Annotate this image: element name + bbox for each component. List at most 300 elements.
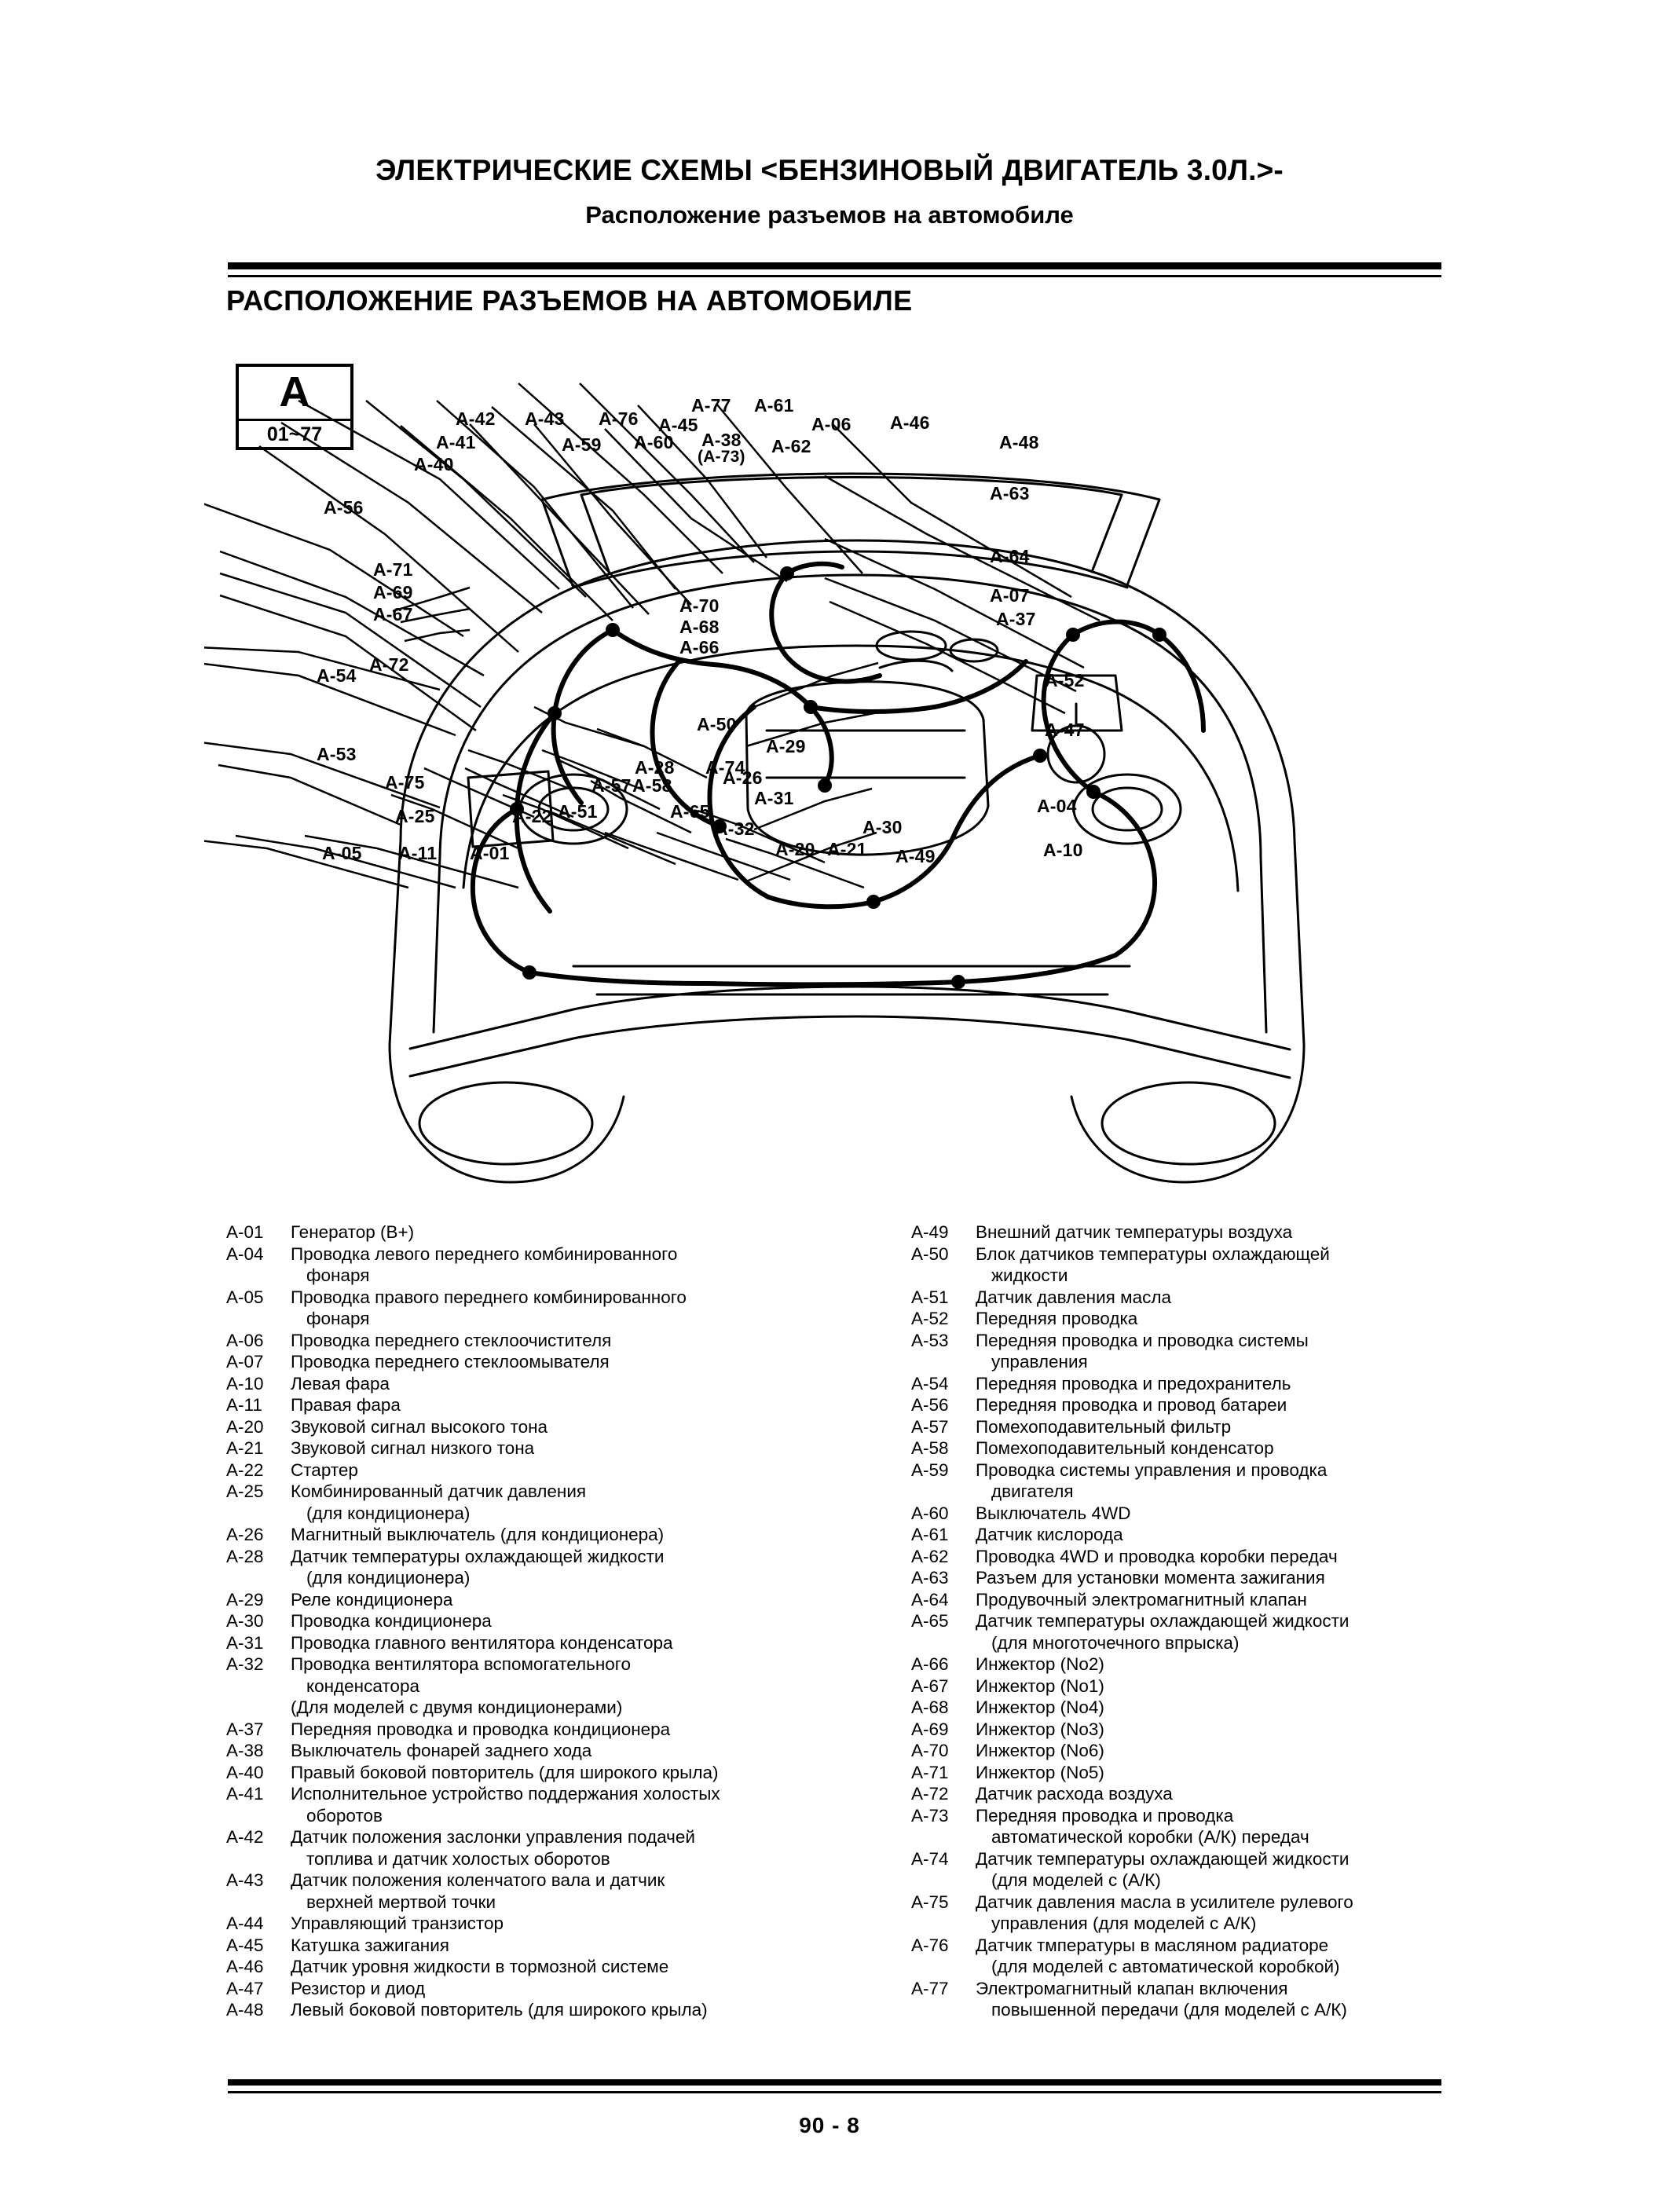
callout-a-42: A-42 — [456, 408, 496, 429]
legend-code: A-48 — [226, 2000, 264, 2020]
legend-text-continuation: повышенной передачи (для моделей с А/К) — [991, 2000, 1347, 2020]
legend-text-line: Проводка 4WD и проводка коробки передач — [976, 1546, 1338, 1566]
callout-a-07: A-07 — [990, 585, 1030, 606]
legend-text — [291, 1437, 925, 1459]
legend-text — [976, 1892, 1602, 1935]
legend-code: A-46 — [226, 1957, 264, 1976]
callout-a-53: A-53 — [317, 744, 357, 764]
legend-text — [976, 1546, 1602, 1568]
legend-code: A-77 — [911, 1978, 949, 1998]
legend-code: A-76 — [911, 1935, 949, 1955]
legend-text-line: Помехоподавительный фильтр — [976, 1416, 1232, 1437]
legend-text — [291, 1373, 925, 1395]
legend-code: A-49 — [911, 1222, 949, 1242]
legend-text-line: Проводка системы управления и проводка — [976, 1459, 1328, 1480]
callout-a-46: A-46 — [890, 412, 930, 433]
legend-text-line: Датчик расхода воздуха — [976, 1784, 1173, 1804]
legend-code: A-54 — [911, 1373, 949, 1393]
divider-bottom-thick — [228, 2079, 1441, 2086]
legend-entry — [911, 1719, 1602, 1741]
legend-text-line: Инжектор (No2) — [976, 1654, 1104, 1674]
legend-entry — [226, 1762, 925, 1784]
legend-code: A-72 — [911, 1784, 949, 1804]
legend-text-line: Инжектор (No3) — [976, 1719, 1104, 1739]
divider-top-thin — [228, 275, 1441, 277]
callout-a-52: A-52 — [1045, 670, 1085, 690]
legend-text — [291, 1546, 925, 1589]
legend-text-continuation: (для моделей с (А/К) — [991, 1870, 1161, 1890]
legend-text-line: Датчик тмпературы в масляном радиаторе — [976, 1935, 1329, 1955]
legend-text-line: Проводка переднего стеклоомывателя — [291, 1352, 610, 1372]
legend-code: A-59 — [911, 1459, 949, 1480]
legend-code: A-75 — [911, 1892, 949, 1912]
legend-entry — [911, 1848, 1602, 1892]
legend-text — [291, 1459, 925, 1481]
legend-text — [291, 1935, 925, 1957]
legend-text — [976, 1675, 1602, 1697]
callout-a-20: A-20 — [775, 839, 815, 859]
legend-text-continuation: верхней мертвой точки — [306, 1892, 496, 1912]
legend-text-line: Продувочный электромагнитный клапан — [976, 1589, 1307, 1610]
legend-text — [291, 1870, 925, 1913]
legend-text — [291, 1351, 925, 1373]
legend-code: A-74 — [911, 1848, 949, 1869]
callout-a-05: A-05 — [322, 843, 362, 863]
legend-entry — [911, 1243, 1602, 1287]
legend-code: A-05 — [226, 1287, 264, 1307]
legend-code: A-47 — [226, 1978, 264, 1998]
legend-text-line: Электромагнитный клапан включения — [976, 1978, 1288, 1998]
callout-a-60: A-60 — [634, 432, 674, 452]
page-title: ЭЛЕКТРИЧЕСКИЕ СХЕМЫ <БЕНЗИНОВЫЙ ДВИГАТЕЛЬ 3.0Л.>- — [375, 154, 1284, 186]
legend-text-continuation: (для кондиционера) — [306, 1503, 471, 1523]
callout-a-72: A-72 — [369, 654, 409, 675]
legend-text-line: Катушка зажигания — [291, 1935, 449, 1955]
legend-text — [976, 1654, 1602, 1675]
callout-a-71: A-71 — [373, 559, 413, 580]
legend-text-line: Помехоподавительный конденсатор — [976, 1438, 1274, 1458]
legend-text-line: Генератор (В+) — [291, 1222, 415, 1242]
legend-code: A-04 — [226, 1243, 264, 1264]
legend-entry — [226, 1589, 925, 1611]
legend-code: A-20 — [226, 1416, 264, 1437]
callout-a-56: A-56 — [324, 497, 364, 518]
legend-entry — [911, 1546, 1602, 1568]
callout-a-66: A-66 — [679, 637, 720, 657]
callout-a-64: A-64 — [990, 546, 1030, 566]
callout-a-73: (A-73) — [698, 448, 745, 466]
callout-a-65: A-65 — [670, 801, 710, 822]
legend-text-line: Передняя проводка — [976, 1309, 1138, 1328]
legend-code: A-51 — [911, 1287, 949, 1307]
legend-text — [976, 1308, 1602, 1330]
legend-text-line: Исполнительное устройство поддержания холостых — [291, 1784, 720, 1804]
callout-a-63: A-63 — [990, 483, 1030, 504]
legend-code: A-21 — [226, 1438, 264, 1458]
legend-text-continuation: автоматической коробки (А/К) передач — [991, 1827, 1309, 1847]
callout-a-74: A-74 — [705, 757, 745, 778]
legend-text-line: Левый боковой повторитель (для широкого крыла) — [291, 2000, 708, 2020]
callout-a-26: A-26 — [723, 767, 763, 788]
legend-left-column — [226, 1221, 925, 2021]
legend-text — [291, 1697, 925, 1719]
legend-text-continuation: (для многоточечного впрыска) — [991, 1632, 1240, 1653]
legend-entry — [226, 1546, 925, 1589]
page-subtitle: Расположение разъемов на автомобиле — [585, 201, 1074, 229]
legend-text-line: Проводка вентилятора вспомогательного — [291, 1654, 632, 1674]
legend-entry — [911, 1654, 1602, 1675]
legend-text-continuation: (для кондиционера) — [306, 1568, 471, 1588]
legend-entry — [226, 1524, 925, 1546]
legend-text — [976, 1524, 1602, 1546]
legend-text — [291, 1913, 925, 1935]
legend-text-continuation: фонаря — [306, 1309, 370, 1328]
legend-text — [976, 1373, 1602, 1395]
legend-code: A-69 — [911, 1719, 949, 1739]
legend-text — [976, 1762, 1602, 1784]
legend-entry — [911, 1221, 1602, 1243]
legend-text — [291, 1481, 925, 1524]
callout-a-32: A-32 — [715, 819, 755, 839]
callout-a-28: A-28 — [635, 757, 675, 778]
legend-text — [291, 1632, 925, 1654]
legend-text-line: Датчик температуры охлаждающей жидкости — [976, 1611, 1350, 1631]
legend-code: A-60 — [911, 1503, 949, 1523]
legend-text — [291, 1719, 925, 1741]
callout-a-45: A-45 — [658, 415, 698, 435]
legend-text — [291, 1740, 925, 1762]
badge-letter: A — [279, 368, 310, 416]
callout-a-41: A-41 — [436, 432, 476, 452]
legend-entry — [226, 1935, 925, 1957]
legend-entry — [911, 1805, 1602, 1848]
badge-range: 01~77 — [239, 419, 350, 446]
legend-entry — [911, 1935, 1602, 1978]
callout-a-30: A-30 — [862, 817, 903, 837]
legend-code: A-56 — [911, 1395, 949, 1415]
legend-text — [976, 1437, 1602, 1459]
legend-text — [976, 1503, 1602, 1525]
legend-entry — [911, 1308, 1602, 1330]
legend-text — [976, 1719, 1602, 1741]
legend-code: A-62 — [911, 1546, 949, 1566]
legend-text — [291, 1610, 925, 1632]
legend-code — [226, 1697, 291, 1719]
legend-text-line: Датчик кислорода — [976, 1525, 1123, 1544]
callout-a-69: A-69 — [373, 582, 413, 602]
legend-text-line: Проводка переднего стеклоочистителя — [291, 1330, 612, 1350]
legend-text-line: Датчик давления масла — [976, 1287, 1171, 1307]
legend-code: A-42 — [226, 1827, 264, 1847]
callout-a-43: A-43 — [525, 408, 565, 429]
legend-entry — [911, 1287, 1602, 1309]
legend-text-line: Проводка левого переднего комбинированного — [291, 1243, 678, 1264]
legend-code: A-70 — [911, 1741, 949, 1760]
legend-text — [976, 1978, 1602, 2021]
legend-code: A-66 — [911, 1654, 949, 1674]
legend-text — [976, 1330, 1602, 1373]
legend-entry — [226, 1826, 925, 1870]
legend-text-line: Датчик температуры охлаждающей жидкости — [291, 1546, 665, 1566]
legend-text-line: Комбинированный датчик давления — [291, 1481, 587, 1501]
legend-entry — [226, 1632, 925, 1654]
legend-text-line: Выключатель 4WD — [976, 1503, 1131, 1523]
legend-code: A-41 — [226, 1784, 264, 1804]
legend-entry — [911, 1762, 1602, 1784]
callout-a-77: A-77 — [691, 395, 731, 416]
legend-code: A-53 — [911, 1330, 949, 1350]
legend-text — [976, 1221, 1602, 1243]
callout-a-62: A-62 — [771, 436, 811, 456]
legend-entry — [226, 1719, 925, 1741]
callout-a-47: A-47 — [1045, 720, 1085, 740]
legend-code: A-10 — [226, 1373, 264, 1393]
legend-code: A-50 — [911, 1243, 949, 1264]
legend-code: A-45 — [226, 1935, 264, 1955]
callout-a-48: A-48 — [999, 432, 1039, 452]
callout-a-54: A-54 — [317, 665, 357, 686]
legend-text — [976, 1589, 1602, 1611]
divider-top-thick — [228, 262, 1441, 269]
legend-code: A-44 — [226, 1914, 264, 1933]
legend-text — [291, 1243, 925, 1287]
legend-text-line: Управляющий транзистор — [291, 1914, 504, 1933]
legend-entry — [226, 1956, 925, 1978]
legend-text-continuation: (для моделей с автоматической коробкой) — [991, 1957, 1340, 1976]
legend-entry — [226, 1978, 925, 2000]
legend-code: A-57 — [911, 1416, 949, 1437]
legend-entry — [226, 1416, 925, 1438]
legend-entry — [226, 1459, 925, 1481]
callout-a-49: A-49 — [895, 846, 936, 866]
legend-entry — [226, 1287, 925, 1330]
legend-text-line: Разъем для установки момента зажигания — [976, 1568, 1325, 1588]
legend-entry — [911, 1567, 1602, 1589]
legend-text-line: Датчик температуры охлаждающей жидкости — [976, 1848, 1350, 1869]
legend-entry — [911, 1330, 1602, 1373]
legend-text-line: Инжектор (No6) — [976, 1741, 1104, 1760]
callout-a-22: A-22 — [512, 806, 552, 826]
legend-text-line: Левая фара — [291, 1373, 390, 1393]
legend-code: A-65 — [911, 1611, 949, 1631]
legend-text-line: Передняя проводка и проводка кондиционера — [291, 1719, 671, 1739]
legend-entry — [226, 1330, 925, 1352]
legend-code: A-52 — [911, 1309, 949, 1328]
legend-text — [291, 1978, 925, 2000]
legend-text-line: Инжектор (No5) — [976, 1762, 1104, 1782]
callout-a-38: A-38 — [701, 430, 742, 450]
legend-text-line: Передняя проводка и проводка — [976, 1805, 1234, 1826]
legend-text — [976, 1740, 1602, 1762]
callout-a-11: A-11 — [398, 843, 438, 863]
legend-entry — [226, 1654, 925, 1697]
legend-text-line: Проводка главного вентилятора конденсатора — [291, 1632, 673, 1653]
legend-text — [291, 1221, 925, 1243]
legend-text-line: Внешний датчик температуры воздуха — [976, 1222, 1293, 1242]
callout-a-40: A-40 — [414, 454, 454, 474]
callout-a-29: A-29 — [766, 736, 806, 756]
callout-a-06: A-06 — [811, 414, 851, 434]
legend-code: A-43 — [226, 1870, 264, 1890]
legend-entry — [226, 1870, 925, 1913]
legend-entry — [911, 1524, 1602, 1546]
legend-entry — [911, 1783, 1602, 1805]
legend-entry — [226, 1783, 925, 1826]
legend-code: A-71 — [911, 1762, 949, 1782]
legend-text — [291, 1416, 925, 1438]
legend-code: A-26 — [226, 1525, 264, 1544]
callout-a-58: A-58 — [632, 775, 672, 796]
legend-code: A-06 — [226, 1330, 264, 1350]
legend-entry — [911, 1373, 1602, 1395]
legend-code: A-32 — [226, 1654, 264, 1674]
legend-code: A-30 — [226, 1611, 264, 1631]
legend-code: A-63 — [911, 1568, 949, 1588]
callout-a-25: A-25 — [395, 806, 435, 826]
callout-a-61: A-61 — [754, 395, 794, 416]
legend-entry — [911, 1394, 1602, 1416]
legend-text-continuation: фонаря — [306, 1265, 370, 1285]
legend-text — [291, 1524, 925, 1546]
legend-text-line: Инжектор (No1) — [976, 1675, 1104, 1696]
legend-code: A-58 — [911, 1438, 949, 1458]
legend-code: A-11 — [226, 1395, 262, 1415]
legend-right-column — [911, 1221, 1602, 2021]
legend-entry — [911, 1610, 1602, 1654]
legend-text-line: Звуковой сигнал высокого тона — [291, 1416, 548, 1437]
legend-code: A-64 — [911, 1589, 949, 1610]
legend-entry — [226, 1394, 925, 1416]
legend-text-line: Выключатель фонарей заднего хода — [291, 1741, 592, 1760]
legend-text-continuation: топлива и датчик холостых оборотов — [306, 1848, 610, 1869]
legend-text-line: Датчик уровня жидкости в тормозной системе — [291, 1957, 669, 1976]
legend-text-line: Датчик положения заслонки управления подачей — [291, 1827, 695, 1847]
legend-entry — [911, 1697, 1602, 1719]
legend-text — [976, 1783, 1602, 1805]
legend-text — [291, 1589, 925, 1611]
legend-entry — [911, 1589, 1602, 1611]
callout-a-50: A-50 — [697, 714, 737, 734]
legend-text-line: (Для моделей с двумя кондиционерами) — [291, 1697, 623, 1717]
legend-text-line: Правый боковой повторитель (для широкого крыла) — [291, 1762, 719, 1782]
legend-text — [291, 1394, 925, 1416]
page-number: 90 - 8 — [799, 2113, 860, 2137]
legend-entry — [911, 1740, 1602, 1762]
legend-code: A-01 — [226, 1222, 264, 1242]
legend-text — [976, 1935, 1602, 1978]
legend-text — [976, 1287, 1602, 1309]
callout-a-51: A-51 — [558, 801, 598, 822]
legend-entry — [226, 1437, 925, 1459]
legend-entry — [911, 1503, 1602, 1525]
legend-text — [976, 1848, 1602, 1892]
legend-text — [976, 1243, 1602, 1287]
legend-code: A-22 — [226, 1459, 264, 1480]
legend-text — [976, 1394, 1602, 1416]
legend-entry — [226, 1351, 925, 1373]
legend-text-line: Проводка кондиционера — [291, 1611, 492, 1631]
legend-text-continuation: управления (для моделей с А/К) — [991, 1914, 1257, 1933]
legend-text-line: Передняя проводка и проводка системы — [976, 1330, 1309, 1350]
legend-text — [291, 1287, 925, 1330]
legend-code: A-37 — [226, 1719, 264, 1739]
legend-text — [291, 1999, 925, 2021]
legend-entry — [226, 1373, 925, 1395]
legend-text — [291, 1956, 925, 1978]
legend-text-continuation: конденсатора — [306, 1675, 419, 1696]
legend-text-continuation: оборотов — [306, 1805, 383, 1826]
legend-entry — [226, 1697, 925, 1719]
legend-text — [291, 1330, 925, 1352]
callout-a-37: A-37 — [996, 609, 1036, 629]
legend-entry — [911, 1978, 1602, 2021]
legend-code: A-68 — [911, 1697, 949, 1717]
legend-text — [976, 1805, 1602, 1848]
legend-text-continuation: жидкости — [991, 1265, 1068, 1285]
callout-a-21: A-21 — [827, 839, 867, 859]
legend-code: A-07 — [226, 1352, 264, 1372]
legend-entry — [911, 1437, 1602, 1459]
divider-bottom-thin — [228, 2091, 1441, 2093]
legend-code: A-25 — [226, 1481, 264, 1501]
legend-text-line: Стартер — [291, 1459, 358, 1480]
callout-a-75: A-75 — [385, 772, 425, 793]
legend-text-line: Звуковой сигнал низкого тона — [291, 1438, 535, 1458]
legend-text — [291, 1826, 925, 1870]
legend-text-line: Передняя проводка и провод батареи — [976, 1395, 1287, 1415]
callout-a-10: A-10 — [1043, 840, 1083, 860]
legend-code: A-31 — [226, 1632, 264, 1653]
legend-code: A-29 — [226, 1589, 264, 1610]
legend-text-line: Инжектор (No4) — [976, 1697, 1104, 1717]
legend-entry — [226, 1913, 925, 1935]
legend-entry — [911, 1459, 1602, 1503]
legend-entry — [226, 1481, 925, 1524]
legend-entry — [226, 1999, 925, 2021]
legend-entry — [226, 1610, 925, 1632]
legend-text-continuation: управления — [991, 1352, 1088, 1372]
legend-text — [976, 1567, 1602, 1589]
callout-a-70: A-70 — [679, 595, 720, 616]
legend-code: A-40 — [226, 1762, 264, 1782]
legend-code: A-28 — [226, 1546, 264, 1566]
callout-a-01: A-01 — [470, 843, 510, 863]
legend-text — [291, 1762, 925, 1784]
legend-code: A-38 — [226, 1741, 264, 1760]
legend-text — [291, 1783, 925, 1826]
legend-entry — [226, 1243, 925, 1287]
legend-entry — [911, 1892, 1602, 1935]
legend-entry — [226, 1740, 925, 1762]
legend-text-line: Правая фара — [291, 1395, 401, 1415]
legend-text-line: Датчик положения коленчатого вала и датчик — [291, 1870, 665, 1890]
legend-code: A-67 — [911, 1675, 949, 1696]
legend-text — [976, 1610, 1602, 1654]
legend-code: A-73 — [911, 1805, 949, 1826]
legend-entry — [911, 1675, 1602, 1697]
callout-a-31: A-31 — [754, 788, 794, 808]
callout-a-76: A-76 — [599, 408, 639, 429]
section-title: РАСПОЛОЖЕНИЕ РАЗЪЕМОВ НА АВТОМОБИЛЕ — [226, 284, 913, 317]
legend-text-continuation: двигателя — [991, 1481, 1074, 1501]
legend-text-line: Магнитный выключатель (для кондиционера) — [291, 1525, 665, 1544]
legend-text — [976, 1416, 1602, 1438]
legend-text-line: Датчик давления масла в усилителе рулевого — [976, 1892, 1353, 1912]
legend-entry — [911, 1416, 1602, 1438]
legend-code: A-61 — [911, 1525, 949, 1544]
callout-a-59: A-59 — [562, 434, 602, 455]
document-header — [0, 154, 1659, 229]
